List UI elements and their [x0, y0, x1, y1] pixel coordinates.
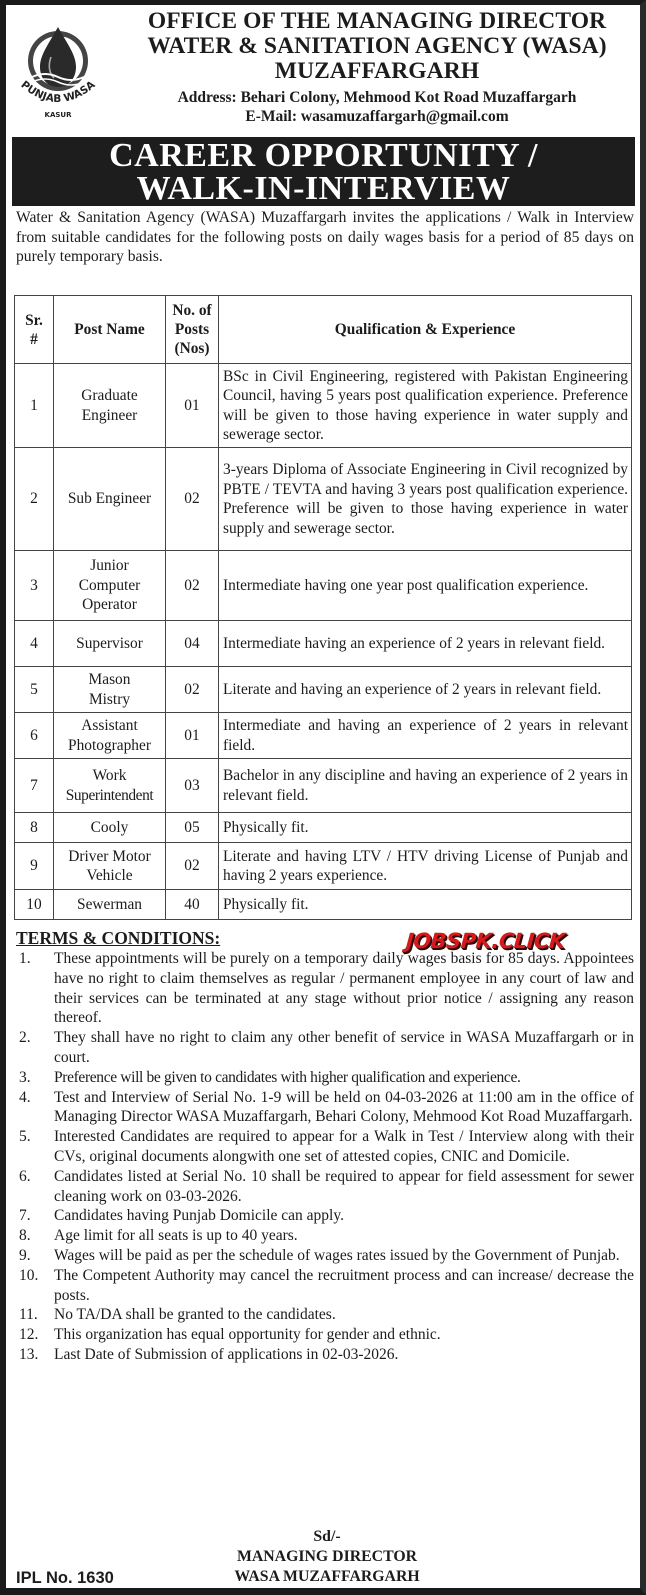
address: Address: Behari Colony, Mehmood Kot Road Muzaffargarh [177, 89, 577, 106]
table-row [15, 621, 632, 667]
email: E-Mail: wasamuzaffargarh@gmail.com [245, 108, 509, 125]
list-item: 10. The Competent Authority may cancel the recruitment process and can increase/ decrease the posts. [19, 1266, 634, 1304]
cell-post: Sub Engineer [54, 448, 166, 551]
cell-qualification: 3-years Diploma of Associate Engineering in Civil recognized by PBTE / TEVTA and having 3 years post qualification experience. Preference will be given to those having experience in water supply and sewerage sector. [219, 448, 632, 551]
cell-qualification: Physically fit. [219, 890, 632, 920]
header [6, 5, 640, 133]
cell-sr: 6 [15, 713, 54, 759]
cell-sr: 5 [15, 667, 54, 713]
list-item: 7. Candidates having Punjab Domicile can apply. [19, 1207, 344, 1225]
watermark: JOBSPK.CLICK [405, 929, 566, 953]
cell-post: Work Superintendent [54, 759, 166, 813]
list-item: 11. No TA/DA shall be granted to the candidates. [19, 1306, 336, 1324]
list-item: 8. Age limit for all seats is up to 40 years. [19, 1227, 298, 1245]
cell-qualification: Bachelor in any discipline and having an experience of 2 years in relevant field. [219, 759, 632, 813]
list-item: 2. They shall have no right to claim any other benefit of service in WASA Muzaffargarh or in court. [19, 1029, 634, 1066]
terms-section [16, 928, 634, 1365]
ipl-number: IPL No. 1630 [16, 1569, 114, 1587]
cell-sr: 7 [15, 759, 54, 813]
table-row [15, 713, 632, 759]
cell-post: Mason Mistry [54, 667, 166, 713]
agency-name: WATER & SANITATION AGENCY (WASA) [147, 33, 607, 59]
list-item: 6. Candidates listed at Serial No. 10 shall be required to appear for field assessment for sewer cleaning work on 03-03-2026. [19, 1167, 634, 1205]
header-qualification: Qualification & Experience [219, 296, 632, 364]
table-row [15, 843, 632, 890]
cell-post: Sewerman [54, 890, 166, 920]
cell-qualification: Literate and having an experience of 2 years in relevant field. [219, 667, 632, 713]
header-post-name: Post Name [54, 296, 166, 364]
cell-post: Supervisor [54, 621, 166, 667]
cell-sr: 2 [15, 448, 54, 551]
city-name: MUZAFFARGARH [274, 58, 480, 84]
posts-table [14, 295, 632, 920]
terms-list [16, 949, 634, 1365]
table-row [15, 667, 632, 713]
list-item: 13. Last Date of Submission of applications in 02-03-2026. [19, 1345, 399, 1363]
cell-sr: 1 [15, 364, 54, 448]
signature-org: WASA MUZAFFARGARH [234, 1568, 420, 1585]
cell-nos: 02 [166, 551, 219, 621]
cell-qualification: Physically fit. [219, 813, 632, 843]
office-title: OFFICE OF THE MANAGING DIRECTOR [147, 8, 607, 34]
table-row [15, 448, 632, 551]
cell-qualification: Intermediate having an experience of 2 years in relevant field. [219, 621, 632, 667]
list-item: 3. Preference will be given to candidates with higher qualification and experience. [19, 1068, 521, 1086]
table-row [15, 551, 632, 621]
cell-nos: 02 [166, 448, 219, 551]
table-row [15, 890, 632, 920]
list-item: 5. Interested Candidates are required to appear for a Walk in Test / Interview along with their CVs, original documents alongwith one set of attested copies, CNIC and Domicile. [19, 1128, 634, 1165]
list-item: 12. This organization has equal opportunity for gender and ethnic. [19, 1326, 441, 1344]
cell-sr: 9 [15, 843, 54, 890]
terms-title: TERMS & CONDITIONS: [16, 928, 221, 948]
career-banner [12, 137, 635, 206]
office-heading [116, 9, 638, 126]
cell-qualification: Intermediate having one year post qualification experience. [219, 551, 632, 621]
cell-nos: 40 [166, 890, 219, 920]
svg-text:PUNJAB WASA: PUNJAB WASA [18, 78, 98, 106]
banner-line-2: WALK-IN-INTERVIEW [136, 170, 511, 207]
cell-sr: 10 [15, 890, 54, 920]
signature-title: MANAGING DIRECTOR [236, 1548, 418, 1565]
cell-post: Assistant Photographer [54, 713, 166, 759]
cell-nos: 04 [166, 621, 219, 667]
cell-post: Cooly [54, 813, 166, 843]
list-item: 1. These appointments will be purely on a temporary daily wages basis for 85 days. Appointees have no right to claim themselves as regular / permanent employee in any court of law and their services can be terminated at any stage without prior notice / assigning any reason thereof. [19, 950, 634, 1027]
cell-qualification: Literate and having LTV / HTV driving License of Punjab and having 2 years experience. [219, 843, 632, 890]
cell-post: Graduate Engineer [54, 364, 166, 448]
signature-sd: Sd/- [313, 1528, 341, 1545]
cell-nos: 05 [166, 813, 219, 843]
cell-qualification: BSc in Civil Engineering, registered with Pakistan Engineering Council, having 5 years post qualification experience. Preference will be given to those having experience in water supply and sewerage sector. [219, 364, 632, 448]
intro-paragraph: Water & Sanitation Agency (WASA) Muzaffargarh invites the applications / Walk in Interview from suitable candidates for the following posts on daily wages basis for a period of 85 days on purely temporary basis. [16, 209, 634, 265]
list-item: 4. Test and Interview of Serial No. 1-9 will be held on 04-03-2026 at 11:00 am in the office of Managing Director WASA Muzaffargarh, Behari Colony, Mehmood Kot Road Muzaffargarh. [19, 1088, 634, 1126]
cell-sr: 4 [15, 621, 54, 667]
cell-nos: 02 [166, 667, 219, 713]
header-no-of-posts: No. of Posts (Nos) [166, 296, 219, 364]
cell-qualification: Intermediate and having an experience of 2 years in relevant field. [219, 713, 632, 759]
list-item: 9. Wages will be paid as per the schedule of wages rates issued by the Government of Punjab. [19, 1246, 620, 1264]
cell-nos: 01 [166, 713, 219, 759]
cell-nos: 01 [166, 364, 219, 448]
header-sr: Sr. # [15, 296, 54, 364]
cell-sr: 8 [15, 813, 54, 843]
cell-sr: 3 [15, 551, 54, 621]
table-row [15, 813, 632, 843]
cell-nos: 02 [166, 843, 219, 890]
logo-subtext: KASUR [44, 111, 72, 119]
banner-line-1: CAREER OPPORTUNITY / [109, 137, 538, 174]
water-drop-logo-icon [18, 17, 98, 127]
table-row [15, 759, 632, 813]
table-row [15, 364, 632, 448]
table-header-row [15, 296, 632, 364]
cell-post: Driver Motor Vehicle [54, 843, 166, 890]
cell-post: Junior Computer Operator [54, 551, 166, 621]
cell-nos: 03 [166, 759, 219, 813]
